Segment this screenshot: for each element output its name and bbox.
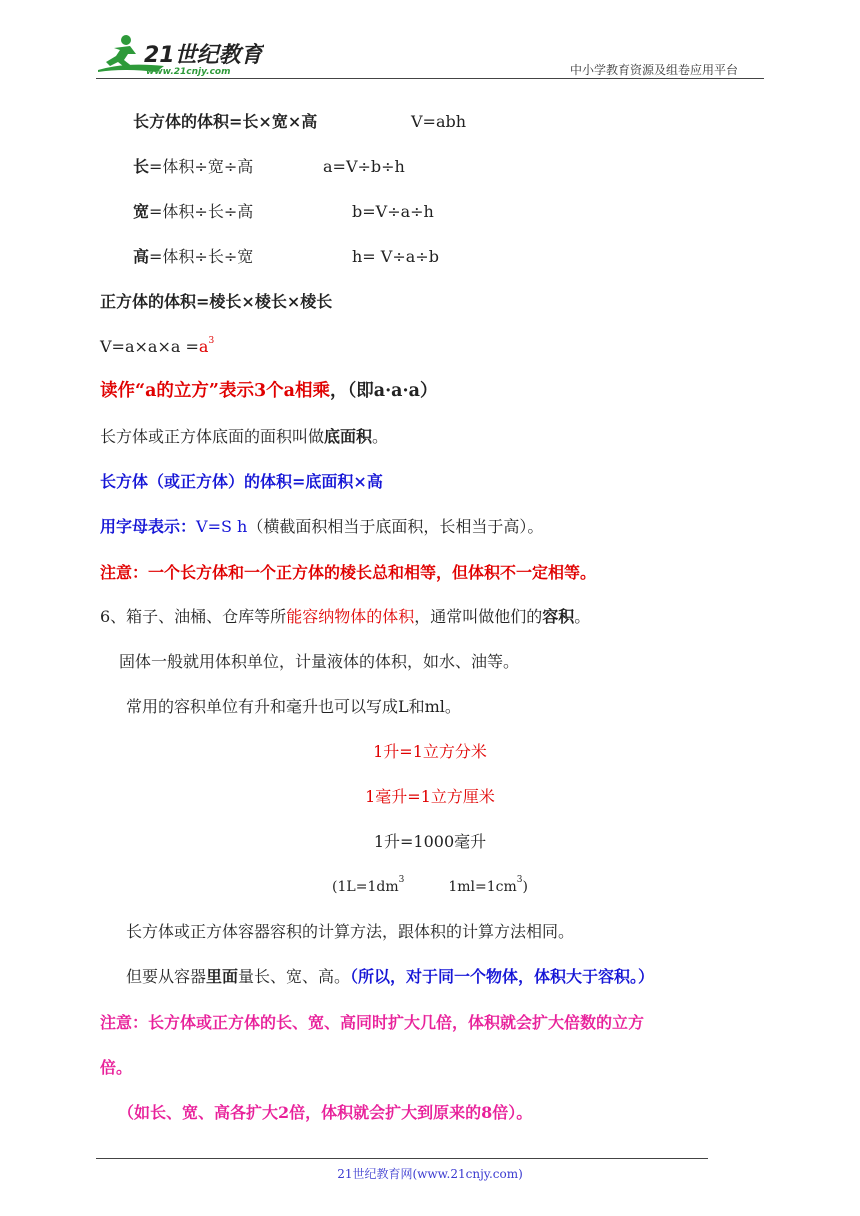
base-area-end: 。 (372, 427, 389, 446)
length-text: =体积÷宽÷高 (149, 157, 254, 176)
height-symbol: h= V÷a÷b (352, 247, 439, 266)
width-head: 宽 (133, 202, 150, 221)
common-capacity-units: 常用的容积单位有升和毫升也可以写成L和ml。 (126, 697, 461, 716)
runner-logo-icon (94, 32, 264, 78)
logo-url: www.21cnjy.com (146, 67, 231, 77)
unit-symbol-conversion (0, 877, 860, 897)
unit-symbol-ml: 1ml=1cm (448, 879, 517, 895)
footer-divider (96, 1158, 708, 1159)
inside-text-a: 但要从容器 (126, 967, 207, 986)
milliliter-conversion: 1毫升=1立方厘米 (365, 787, 495, 806)
capacity-highlight: 能容纳物体的体积 (286, 607, 415, 626)
capacity-definition (100, 607, 590, 627)
base-area-definition (100, 427, 388, 447)
inside-measurement-note (126, 967, 654, 987)
base-area-term: 底面积 (324, 427, 373, 446)
base-area-text: 长方体或正方体底面的面积叫做 (100, 427, 325, 446)
cube-symbol-base: a (198, 337, 209, 356)
cube-reading-red: 读作“a的立方”表示3个a相乘 (100, 381, 330, 401)
letter-formula: V=S h (196, 517, 248, 536)
cube-reading-black: ，（即a·a·a） (330, 381, 438, 401)
cube-reading-note (100, 381, 437, 401)
header-tagline: 中小学教育资源及组卷应用平台 (570, 63, 739, 77)
liter-milliliter-conversion: 1升=1000毫升 (373, 832, 487, 851)
unit-symbol-end: ) (522, 879, 528, 895)
inside-term: 里面 (206, 967, 239, 986)
logo-text: 21世纪教育 (144, 43, 263, 68)
width-symbol: b=V÷a÷h (352, 202, 434, 221)
scaling-note-end: 倍。 (100, 1058, 133, 1077)
scaling-note: 注意：长方体或正方体的长、宽、高同时扩大几倍，体积就会扩大倍数的立方 (100, 1013, 645, 1032)
header-divider (96, 78, 764, 79)
capacity-text-a: 6、箱子、油桶、仓库等所 (100, 607, 287, 626)
footer-text: 21世纪教育网(www.21cnjy.com) (337, 1167, 523, 1181)
length-symbol: a=V÷b÷h (323, 157, 405, 176)
inside-text-b: 量长、宽、高。 (238, 967, 351, 986)
width-text: =体积÷长÷高 (149, 202, 254, 221)
length-formula (133, 157, 253, 177)
height-head: 高 (133, 247, 150, 266)
capacity-method: 长方体或正方体容器容积的计算方法，跟体积的计算方法相同。 (126, 922, 575, 941)
cube-volume-formula: 正方体的体积=棱长×棱长×棱长 (100, 292, 333, 311)
capacity-term: 容积 (542, 607, 575, 626)
capacity-text-b: ，通常叫做他们的 (414, 607, 543, 626)
letter-label: 用字母表示： (100, 517, 197, 536)
cuboid-volume-symbol: V=abh (411, 112, 467, 131)
cuboid-volume-formula: 长方体的体积=长×宽×高 (133, 112, 318, 131)
letter-representation (100, 517, 543, 537)
height-formula (133, 247, 253, 267)
cube-volume-symbol (100, 337, 214, 357)
volume-greater-note: （所以，对于同一个物体，体积大于容积。） (350, 967, 655, 986)
unit-exp-1: 3 (398, 875, 405, 885)
unit-exp-2: 3 (516, 875, 523, 885)
site-logo (94, 32, 264, 78)
note-edge-sum: 注意：一个长方体和一个正方体的棱长总和相等，但体积不一定相等。 (100, 563, 597, 582)
liter-conversion: 1升=1立方分米 (373, 742, 487, 761)
letter-explanation: （横截面积相当于底面积，长相当于高）。 (247, 517, 544, 536)
cube-symbol-exponent: 3 (208, 336, 215, 346)
scaling-example: （如长、宽、高各扩大2倍，体积就会扩大到原来的8倍）。 (118, 1103, 533, 1122)
solid-liquid-units: 固体一般就用体积单位，计量液体的体积，如水、油等。 (119, 652, 520, 671)
unit-symbol-liter: (1L=1dm (332, 879, 399, 895)
length-head: 长 (133, 157, 150, 176)
capacity-end: 。 (574, 607, 591, 626)
width-formula (133, 202, 253, 222)
base-area-volume-formula: 长方体（或正方体）的体积=底面积×高 (100, 472, 383, 491)
cube-symbol-prefix: V=a×a×a = (100, 337, 199, 356)
height-text: =体积÷长÷宽 (149, 247, 254, 266)
